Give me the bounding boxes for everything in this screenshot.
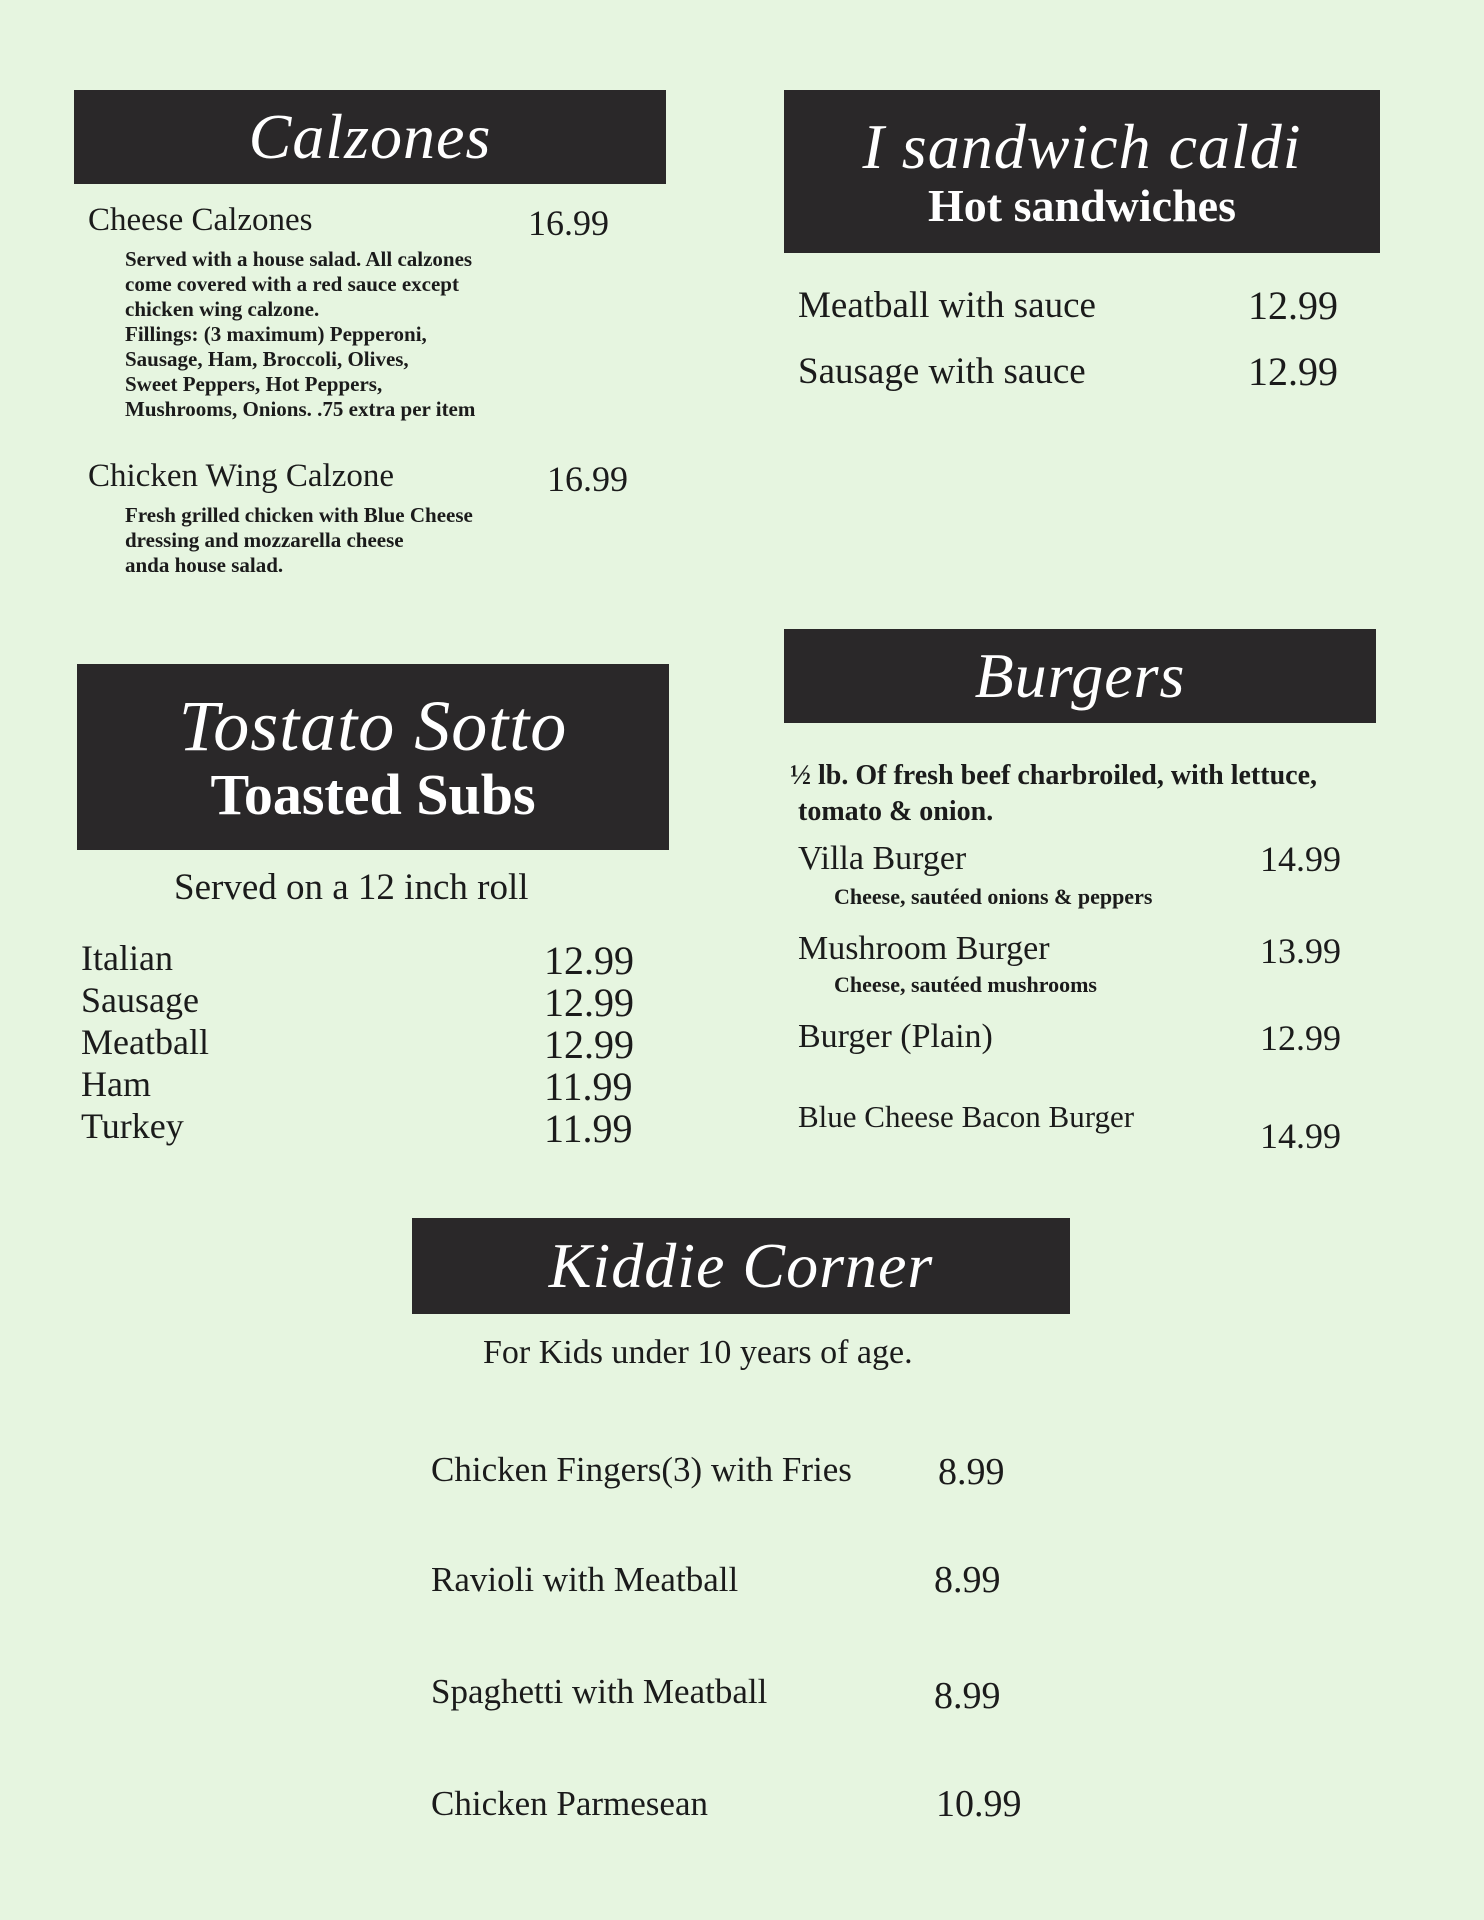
menu-item-price: 12.99 [1248, 349, 1338, 394]
menu-item-name: Cheese Calzones [88, 202, 313, 238]
menu-item-price: 16.99 [528, 203, 609, 243]
menu-item-price: 13.99 [1260, 931, 1341, 971]
menu-item-name: Ham [81, 1064, 151, 1104]
description-line: Sweet Peppers, Hot Peppers, [125, 372, 383, 396]
menu-item-name: Meatball with sauce [798, 285, 1096, 326]
menu-item-name: Mushroom Burger [798, 930, 1050, 967]
menu-item-price: 11.99 [544, 1064, 633, 1109]
menu-item-price: 8.99 [938, 1451, 1005, 1493]
menu-item-description: Cheese, sautéed mushrooms [834, 972, 1097, 997]
kiddie-corner-banner [412, 1218, 1070, 1314]
description-line: Served with a house salad. All calzones [125, 247, 473, 271]
menu-item-price: 8.99 [934, 1559, 1001, 1601]
menu-item-price: 10.99 [936, 1783, 1022, 1825]
burgers-banner [784, 629, 1376, 723]
calzones-title: Calzones [248, 101, 492, 172]
menu-item-name: Burger (Plain) [798, 1018, 993, 1055]
burgers-title: Burgers [974, 640, 1186, 711]
toasted-subs-title: Tostato Sotto [178, 686, 568, 766]
menu-item-price: 14.99 [1260, 1116, 1341, 1156]
menu-item-name: Turkey [81, 1106, 184, 1146]
menu-item-name: Chicken Parmesean [431, 1784, 708, 1823]
menu-item-name: Blue Cheese Bacon Burger [798, 1099, 1135, 1134]
menu-item-name: Spaghetti with Meatball [431, 1672, 768, 1711]
menu-item-price: 12.99 [1260, 1018, 1341, 1058]
menu-item-price: 12.99 [544, 938, 634, 983]
menu-item-name: Villa Burger [798, 840, 967, 877]
menu-item-name: Meatball [81, 1022, 209, 1062]
menu-item-description: Cheese, sautéed onions & peppers [834, 884, 1153, 909]
description-line: Fresh grilled chicken with Blue Cheese [125, 503, 473, 527]
menu-item-name: Chicken Wing Calzone [88, 458, 394, 494]
description-line: Sausage, Ham, Broccoli, Olives, [125, 347, 409, 371]
menu-item-name: Ravioli with Meatball [431, 1560, 739, 1599]
toasted-subs-banner [77, 664, 669, 850]
toasted-subs-note: Served on a 12 inch roll [174, 867, 529, 908]
intro-line: ½ lb. Of fresh beef charbroiled, with lettuce, [790, 760, 1318, 791]
menu-item-name: Chicken Fingers(3) with Fries [431, 1450, 852, 1489]
menu-item-name: Sausage with sauce [798, 351, 1086, 392]
hot-sandwiches-subtitle: Hot sandwiches [928, 179, 1236, 231]
description-line: come covered with a red sauce except [125, 272, 459, 296]
kiddie-corner-title: Kiddie Corner [548, 1230, 934, 1301]
description-line: chicken wing calzone. [125, 297, 320, 321]
menu-item-price: 12.99 [1248, 283, 1338, 328]
description-line: dressing and mozzarella cheese [125, 528, 404, 552]
burgers-intro [790, 758, 1317, 830]
hot-sandwiches-banner [784, 90, 1380, 253]
menu-item-price: 11.99 [544, 1106, 633, 1151]
menu-item-name: Italian [81, 938, 173, 978]
description-line: Mushrooms, Onions. .75 extra per item [125, 397, 476, 421]
menu-item-description [125, 247, 475, 422]
kiddie-corner-note: For Kids under 10 years of age. [483, 1334, 913, 1371]
menu-item-price: 16.99 [547, 459, 628, 499]
description-line: anda house salad. [125, 553, 284, 577]
menu-item-price: 14.99 [1260, 839, 1341, 879]
calzones-banner [74, 90, 666, 184]
menu-item-price: 8.99 [934, 1675, 1001, 1717]
menu-item-price: 12.99 [544, 1022, 634, 1067]
intro-line: tomato & onion. [798, 796, 994, 827]
menu-item-price: 12.99 [544, 980, 634, 1025]
menu-item-description [125, 503, 473, 578]
description-line: Fillings: (3 maximum) Pepperoni, [125, 322, 427, 346]
hot-sandwiches-title: I sandwich caldi [862, 110, 1302, 182]
toasted-subs-subtitle: Toasted Subs [210, 762, 536, 827]
menu-item-name: Sausage [81, 980, 199, 1020]
